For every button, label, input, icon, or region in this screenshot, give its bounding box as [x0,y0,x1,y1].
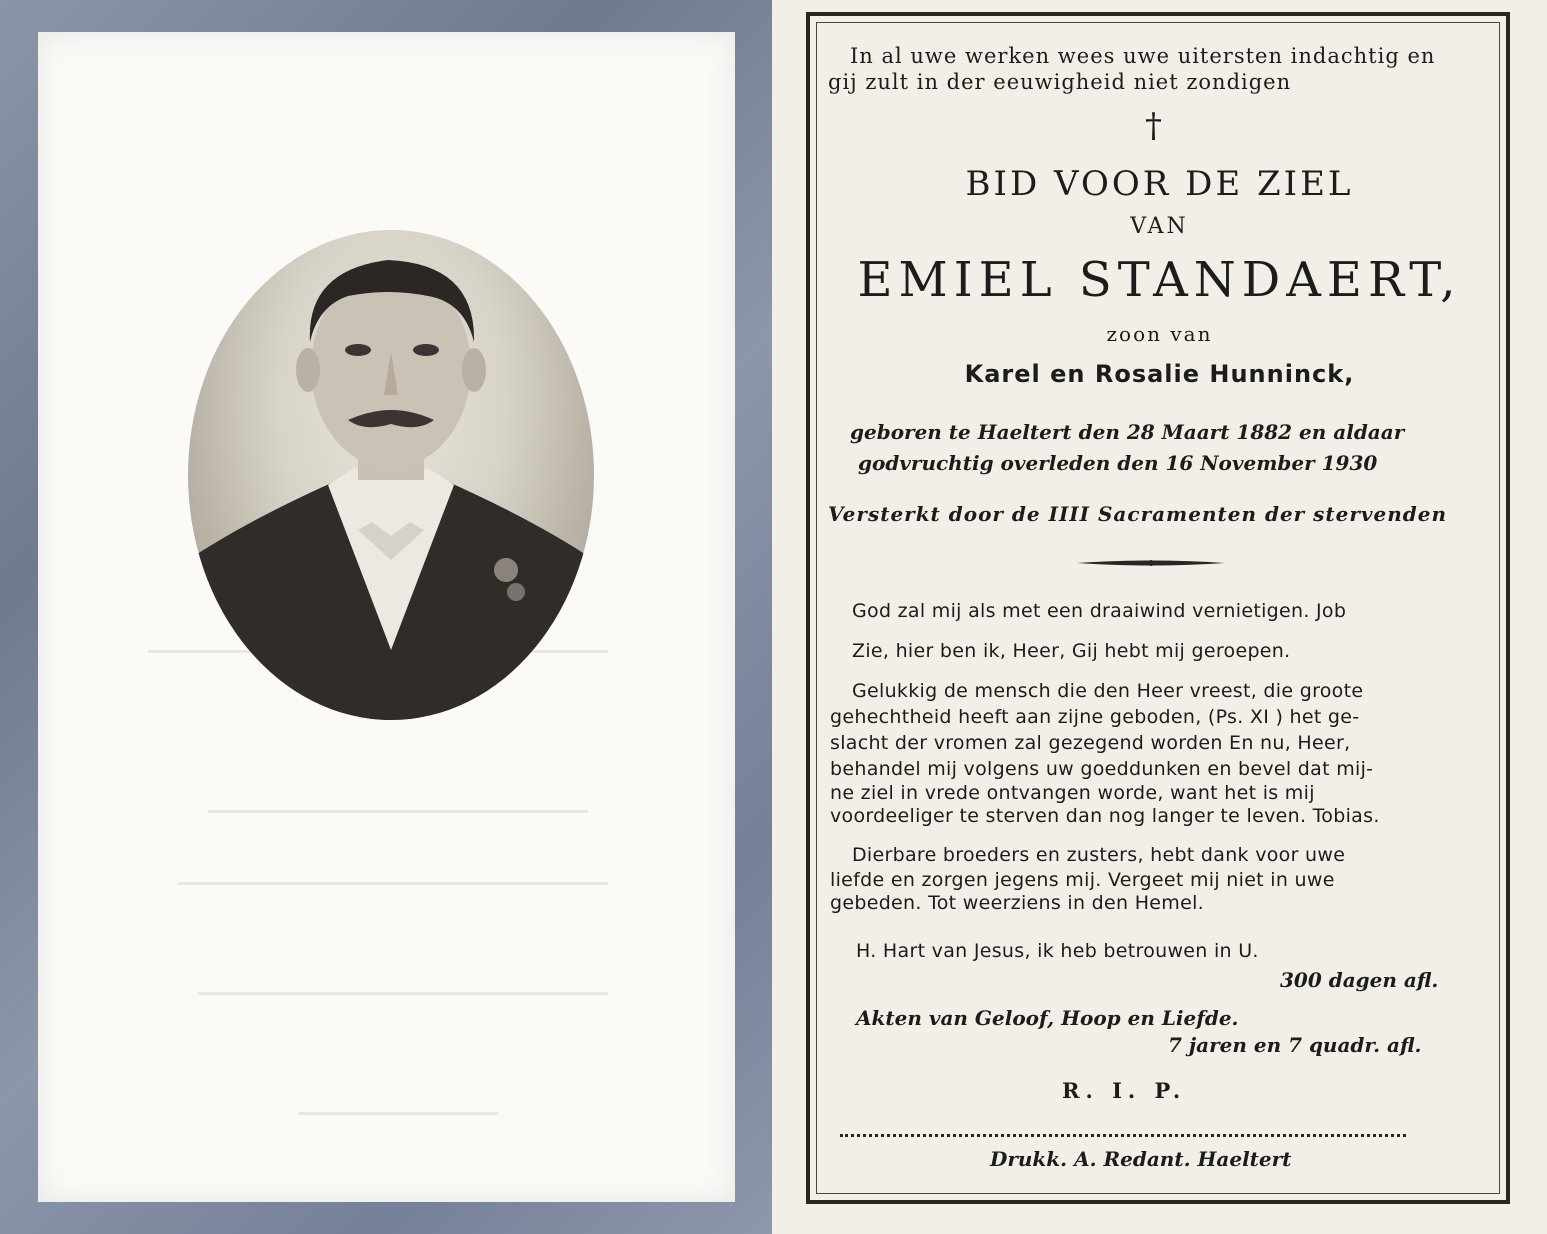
verse-line: In al uwe werken wees uwe uitersten indachtig en [850,44,1436,68]
birth-line: geboren te Haeltert den 28 Maart 1882 en aldaar [850,420,1405,444]
portrait-card-paper [38,32,735,1202]
heading: BID VOOR DE ZIEL [965,164,1354,204]
ornament-divider [1077,560,1225,566]
portrait-photo [188,230,594,720]
dotted-divider [840,1134,1406,1137]
prayer-line: Dierbare broeders en zusters, hebt dank voor uwe [852,844,1346,866]
son-of-label: zoon van [1106,322,1213,346]
parents-names: Karel en Rosalie Hunninck, [964,360,1355,388]
prayer-line: gebeden. Tot weerziens in den Hemel. [830,892,1204,914]
faint-show-through [298,1112,498,1115]
verse-line: gij zult in der eeuwigheid niet zondigen [828,70,1292,94]
indulgence-days: 7 jaren en 7 quadr. afl. [1168,1033,1422,1057]
prayer-line: Zie, hier ben ik, Heer, Gij hebt mij geroepen. [852,640,1291,662]
deceased-name: EMIEL STANDAERT, [857,252,1462,308]
printer-credit: Drukk. A. Redant. Haeltert [990,1147,1292,1171]
memorial-text-card [772,0,1547,1234]
faint-show-through [198,992,608,995]
prayer-line: slacht der vromen zal gezegend worden En nu, Heer, [830,732,1351,754]
prayer-line: gehechtheid heeft aan zijne geboden, (Ps. XI ) het ge- [830,706,1360,728]
faint-show-through [208,810,588,813]
prayer-line: voordeeliger te sterven dan nog langer te leven. Tobias. [830,805,1380,827]
faint-show-through [178,882,608,885]
prayer-line: ne ziel in vrede ontvangen worde, want het is mij [830,782,1315,804]
indulgence-days: 300 dagen afl. [1280,968,1439,992]
prayer-line: liefde en zorgen jegens mij. Vergeet mij niet in uwe [830,869,1335,891]
van-label: VAN [1130,214,1189,239]
death-line: godvruchtig overleden den 16 November 1930 [858,451,1378,475]
prayer-line: God zal mij als met een draaiwind vernietigen. Job [852,600,1347,622]
indulgence-prayer: Akten van Geloof, Hoop en Liefde. [856,1006,1239,1030]
indulgence-prayer: H. Hart van Jesus, ik heb betrouwen in U. [856,940,1259,962]
portrait-illustration [188,230,594,720]
portrait-card [0,0,772,1234]
sacraments-line: Versterkt door de IIII Sacramenten der stervenden [828,502,1448,526]
prayer-line: Gelukkig de mensch die den Heer vreest, die groote [852,680,1364,702]
prayer-line: behandel mij volgens uw goeddunken en bevel dat mij- [830,758,1374,780]
cross-icon: † [1145,106,1162,146]
rip-label: R. I. P. [1062,1078,1187,1103]
